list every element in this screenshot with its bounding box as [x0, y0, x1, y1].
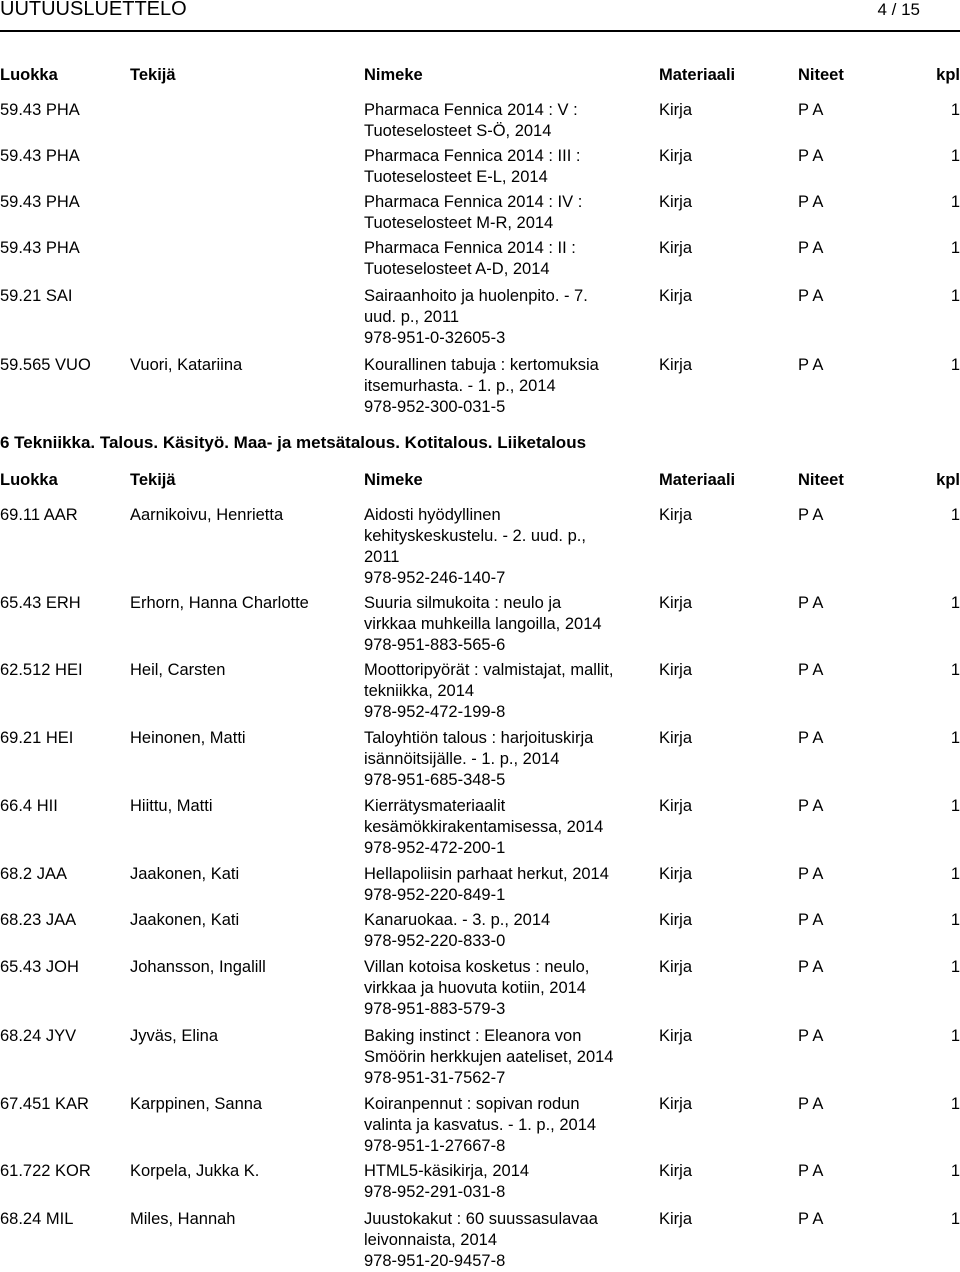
- author: Erhorn, Hanna Charlotte: [130, 594, 309, 612]
- title-line: 978-951-20-9457-8: [364, 1252, 506, 1270]
- count: 1: [950, 594, 960, 612]
- title-line: 978-952-472-200-1: [364, 839, 506, 857]
- count: 1: [950, 1210, 960, 1228]
- class-code: 69.11 AAR: [0, 506, 78, 524]
- copies-status: P A: [798, 1027, 824, 1045]
- title-line: Pharmaca Fennica 2014 : II :: [364, 239, 576, 257]
- count: 1: [950, 506, 960, 524]
- title-line: Pharmaca Fennica 2014 : V :: [364, 101, 578, 119]
- title-block: [364, 593, 602, 656]
- material: Kirja: [659, 147, 693, 165]
- count: 1: [950, 1095, 960, 1113]
- title-line: HTML5-käsikirja, 2014: [364, 1162, 530, 1180]
- title-line: 978-951-883-579-3: [364, 1000, 506, 1018]
- material: Kirja: [659, 239, 693, 257]
- title-block: [364, 910, 550, 952]
- title-block: [364, 660, 613, 723]
- author: Jyväs, Elina: [130, 1027, 219, 1045]
- title-block: [364, 1094, 596, 1157]
- column-header-kpl: kpl: [936, 66, 960, 84]
- copies-status: P A: [798, 506, 824, 524]
- copies-status: P A: [798, 661, 824, 679]
- material: Kirja: [659, 193, 693, 211]
- author: Jaakonen, Kati: [130, 911, 240, 929]
- count: 1: [950, 729, 960, 747]
- column-header-materiaali: Materiaali: [659, 471, 736, 489]
- material: Kirja: [659, 797, 693, 815]
- column-header-kpl: kpl: [936, 471, 960, 489]
- copies-status: P A: [798, 797, 824, 815]
- title-line: 978-951-685-348-5: [364, 771, 506, 789]
- count: 1: [950, 797, 960, 815]
- title-block: [364, 238, 576, 280]
- author: Heil, Carsten: [130, 661, 226, 679]
- author: Karppinen, Sanna: [130, 1095, 263, 1113]
- material: Kirja: [659, 506, 693, 524]
- material: Kirja: [659, 1210, 693, 1228]
- title-line: kesämökkirakentamisessa, 2014: [364, 818, 604, 836]
- class-code: 65.43 JOH: [0, 958, 79, 976]
- class-code: 69.21 HEI: [0, 729, 74, 747]
- title-line: 978-952-246-140-7: [364, 569, 506, 587]
- material: Kirja: [659, 356, 693, 374]
- title-line: Tuoteselosteet M-R, 2014: [364, 214, 554, 232]
- class-code: 59.21 SAI: [0, 287, 73, 305]
- title-line: Hellapoliisin parhaat herkut, 2014: [364, 865, 609, 883]
- title-line: 978-951-883-565-6: [364, 636, 506, 654]
- column-header-tekija: Tekijä: [130, 471, 176, 489]
- title-line: 978-952-472-199-8: [364, 703, 506, 721]
- count: 1: [950, 865, 960, 883]
- title-line: Sairaanhoito ja huolenpito. - 7.: [364, 287, 588, 305]
- count: 1: [950, 911, 960, 929]
- title-line: Tuoteselosteet E-L, 2014: [364, 168, 548, 186]
- page-header: [0, 0, 960, 32]
- title-block: [364, 864, 609, 906]
- title-line: Aidosti hyödyllinen: [364, 506, 501, 524]
- copies-status: P A: [798, 911, 824, 929]
- material: Kirja: [659, 865, 693, 883]
- material: Kirja: [659, 1162, 693, 1180]
- author: Heinonen, Matti: [130, 729, 246, 747]
- title-line: tekniikka, 2014: [364, 682, 475, 700]
- title-line: Koiranpennut : sopivan rodun: [364, 1095, 580, 1113]
- count: 1: [950, 239, 960, 257]
- material: Kirja: [659, 958, 693, 976]
- copies-status: P A: [798, 101, 824, 119]
- title-block: [364, 1026, 613, 1089]
- material: Kirja: [659, 101, 693, 119]
- title-block: [364, 100, 578, 142]
- title-line: Baking instinct : Eleanora von: [364, 1027, 582, 1045]
- column-header-nimeke: Nimeke: [364, 471, 423, 489]
- title-line: Villan kotoisa kosketus : neulo,: [364, 958, 590, 976]
- title-line: 978-952-291-031-8: [364, 1183, 506, 1201]
- column-header-luokka: Luokka: [0, 66, 58, 84]
- title-line: Taloyhtiön talous : harjoituskirja: [364, 729, 594, 747]
- title-line: Pharmaca Fennica 2014 : IV :: [364, 193, 583, 211]
- material: Kirja: [659, 1027, 693, 1045]
- title-block: [364, 957, 589, 1020]
- copies-status: P A: [798, 147, 824, 165]
- title-block: [364, 796, 603, 859]
- class-code: 65.43 ERH: [0, 594, 81, 612]
- material: Kirja: [659, 287, 693, 305]
- author: Vuori, Katariina: [130, 356, 243, 374]
- count: 1: [950, 287, 960, 305]
- title-line: kehityskeskustelu. - 2. uud. p.,: [364, 527, 586, 545]
- count: 1: [950, 101, 960, 119]
- title-line: 978-952-300-031-5: [364, 398, 506, 416]
- class-code: 68.23 JAA: [0, 911, 77, 929]
- title-line: 978-951-1-27667-8: [364, 1137, 506, 1155]
- copies-status: P A: [798, 958, 824, 976]
- count: 1: [950, 193, 960, 211]
- count: 1: [950, 356, 960, 374]
- column-header-tekija: Tekijä: [130, 66, 176, 84]
- copies-status: P A: [798, 356, 824, 374]
- class-code: 59.43 PHA: [0, 193, 80, 211]
- title-block: [364, 1161, 529, 1203]
- class-code: 61.722 KOR: [0, 1162, 91, 1180]
- class-code: 68.2 JAA: [0, 865, 67, 883]
- title-line: Tuoteselosteet S-Ö, 2014: [364, 122, 552, 140]
- column-header-niteet: Niteet: [798, 66, 844, 84]
- title-block: [364, 286, 588, 349]
- column-header-materiaali: Materiaali: [659, 66, 736, 84]
- title-line: Kourallinen tabuja : kertomuksia: [364, 356, 599, 374]
- copies-status: P A: [798, 594, 824, 612]
- title-line: Kierrätysmateriaalit: [364, 797, 506, 815]
- section-title: 6 Tekniikka. Talous. Käsityö. Maa- ja metsätalous. Kotitalous. Liiketalous: [0, 433, 587, 452]
- count: 1: [950, 147, 960, 165]
- column-header-row: [0, 65, 960, 89]
- title-line: virkkaa ja huovuta kotiin, 2014: [364, 979, 586, 997]
- material: Kirja: [659, 1095, 693, 1113]
- column-header-niteet: Niteet: [798, 471, 844, 489]
- title-block: [364, 192, 582, 234]
- title-line: Juustokakut : 60 suussasulavaa: [364, 1210, 598, 1228]
- title-block: [364, 1209, 598, 1272]
- page-number: 4 / 15: [877, 0, 920, 19]
- column-header-luokka: Luokka: [0, 471, 58, 489]
- title-line: Suuria silmukoita : neulo ja: [364, 594, 562, 612]
- title-line: Kanaruokaa. - 3. p., 2014: [364, 911, 551, 929]
- title-line: Tuoteselosteet A-D, 2014: [364, 260, 550, 278]
- author: Korpela, Jukka K.: [130, 1162, 260, 1180]
- copies-status: P A: [798, 287, 824, 305]
- class-code: 59.43 PHA: [0, 101, 80, 119]
- copies-status: P A: [798, 1210, 824, 1228]
- title-line: virkkaa muhkeilla langoilla, 2014: [364, 615, 602, 633]
- page-title: UUTUUSLUETTELO: [0, 0, 187, 20]
- title-line: uud. p., 2011: [364, 308, 460, 326]
- count: 1: [950, 661, 960, 679]
- count: 1: [950, 1162, 960, 1180]
- copies-status: P A: [798, 1162, 824, 1180]
- title-line: 978-951-0-32605-3: [364, 329, 506, 347]
- material: Kirja: [659, 594, 693, 612]
- title-line: Pharmaca Fennica 2014 : III :: [364, 147, 581, 165]
- class-code: 68.24 MIL: [0, 1210, 74, 1228]
- copies-status: P A: [798, 239, 824, 257]
- title-line: Moottoripyörät : valmistajat, mallit,: [364, 661, 614, 679]
- title-line: valinta ja kasvatus. - 1. p., 2014: [364, 1116, 597, 1134]
- class-code: 68.24 JYV: [0, 1027, 77, 1045]
- copies-status: P A: [798, 865, 824, 883]
- copies-status: P A: [798, 193, 824, 211]
- title-line: isännöitsijälle. - 1. p., 2014: [364, 750, 560, 768]
- author: Miles, Hannah: [130, 1210, 236, 1228]
- title-block: [364, 355, 599, 418]
- author: Jaakonen, Kati: [130, 865, 240, 883]
- material: Kirja: [659, 911, 693, 929]
- title-block: [364, 505, 586, 589]
- title-line: Smöörin herkkujen aateliset, 2014: [364, 1048, 614, 1066]
- author: Johansson, Ingalill: [130, 958, 266, 976]
- material: Kirja: [659, 661, 693, 679]
- copies-status: P A: [798, 729, 824, 747]
- title-block: [364, 146, 580, 188]
- copies-status: P A: [798, 1095, 824, 1113]
- class-code: 59.565 VUO: [0, 356, 91, 374]
- material: Kirja: [659, 729, 693, 747]
- class-code: 62.512 HEI: [0, 661, 83, 679]
- column-header-row: [0, 470, 960, 494]
- author: Aarnikoivu, Henrietta: [130, 506, 284, 524]
- title-line: leivonnaista, 2014: [364, 1231, 498, 1249]
- title-line: itsemurhasta. - 1. p., 2014: [364, 377, 556, 395]
- count: 1: [950, 958, 960, 976]
- count: 1: [950, 1027, 960, 1045]
- title-line: 978-952-220-833-0: [364, 932, 506, 950]
- author: Hiittu, Matti: [130, 797, 213, 815]
- title-line: 978-952-220-849-1: [364, 886, 506, 904]
- class-code: 66.4 HII: [0, 797, 58, 815]
- title-line: 2011: [364, 548, 400, 566]
- column-header-nimeke: Nimeke: [364, 66, 423, 84]
- title-line: 978-951-31-7562-7: [364, 1069, 506, 1087]
- class-code: 59.43 PHA: [0, 147, 80, 165]
- title-block: [364, 728, 593, 791]
- class-code: 59.43 PHA: [0, 239, 80, 257]
- class-code: 67.451 KAR: [0, 1095, 89, 1113]
